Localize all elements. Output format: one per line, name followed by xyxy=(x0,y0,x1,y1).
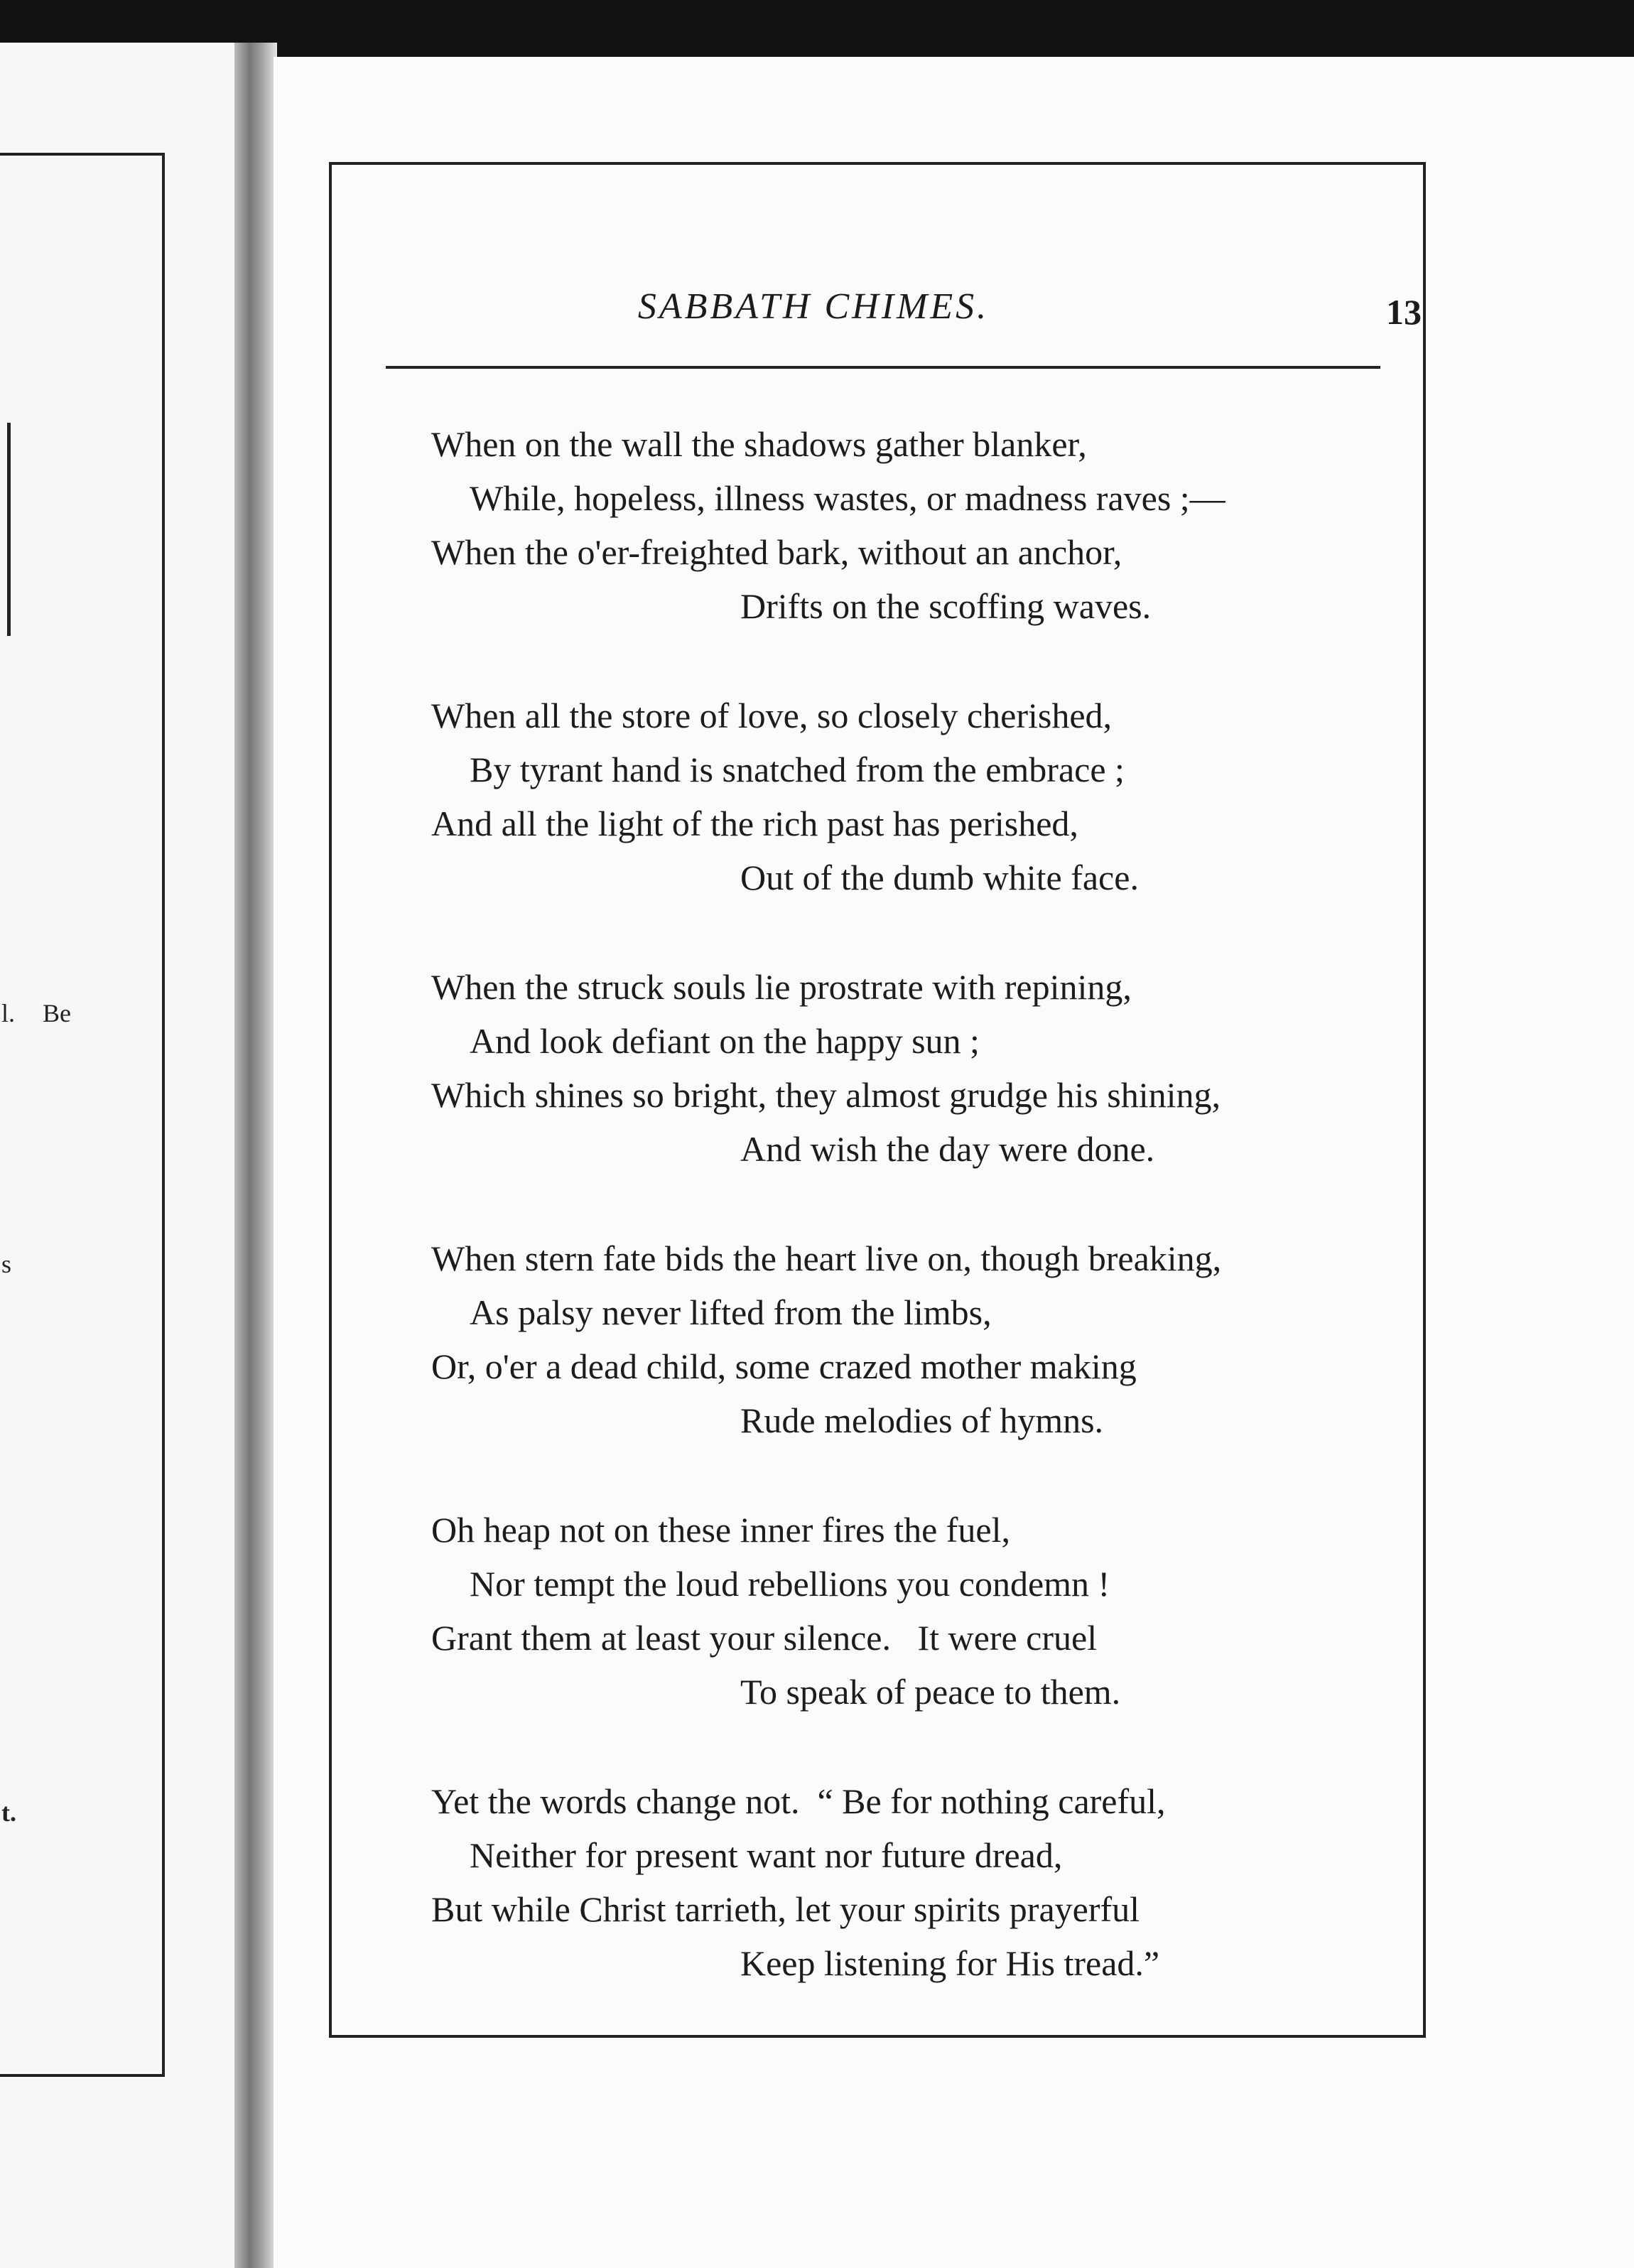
stanza xyxy=(431,688,1412,904)
left-fragment: l. xyxy=(1,999,16,1027)
stanza xyxy=(431,1231,1412,1447)
verse-line: Keep listening for His tread.” xyxy=(740,1943,1160,1983)
verse-line: And all the light of the rich past has perished, xyxy=(431,804,1078,843)
stanza xyxy=(431,1503,1412,1719)
stanza xyxy=(431,960,1412,1176)
verse-line: Nor tempt the loud rebellions you condemn ! xyxy=(470,1564,1110,1604)
verse-line: Rude melodies of hymns. xyxy=(740,1400,1104,1440)
verse-line: To speak of peace to them. xyxy=(740,1672,1121,1712)
verse-line: Neither for present want nor future dread, xyxy=(470,1835,1063,1875)
verse-line: When stern fate bids the heart live on, though breaking, xyxy=(431,1238,1222,1278)
verse-line: When all the store of love, so closely cherished, xyxy=(431,696,1113,735)
page-number: 13 xyxy=(1386,292,1422,332)
verse-line: When the o'er-freighted bark, without an anchor, xyxy=(431,532,1122,572)
left-fragment: s xyxy=(1,1250,12,1278)
left-fragment: t. xyxy=(1,1798,16,1827)
verse-line: But while Christ tarrieth, let your spirits prayerful xyxy=(431,1889,1140,1929)
poem xyxy=(431,417,1412,2046)
running-head-text: SABBATH CHIMES. xyxy=(637,286,990,327)
verse-line: As palsy never lifted from the limbs, xyxy=(470,1292,992,1332)
left-fragment: Be xyxy=(43,999,71,1027)
stanza xyxy=(431,1774,1412,1990)
left-page-frame xyxy=(0,153,165,2077)
verse-line: And wish the day were done. xyxy=(740,1129,1155,1169)
left-page-rule xyxy=(0,423,11,636)
header-rule xyxy=(386,366,1380,369)
stanza xyxy=(431,417,1412,633)
verse-line: By tyrant hand is snatched from the embrace ; xyxy=(470,750,1125,789)
running-head xyxy=(332,286,1429,328)
verse-line: And look defiant on the happy sun ; xyxy=(470,1021,980,1061)
page-frame xyxy=(329,162,1426,2038)
verse-line: Which shines so bright, they almost grudge his shining, xyxy=(431,1075,1221,1115)
verse-line: When on the wall the shadows gather blanker, xyxy=(431,424,1087,464)
verse-line: Drifts on the scoffing waves. xyxy=(740,586,1152,626)
verse-line: Yet the words change not. “ Be for nothing careful, xyxy=(431,1781,1166,1821)
right-page xyxy=(274,57,1634,2268)
verse-line: Grant them at least your silence. It were cruel xyxy=(431,1618,1098,1658)
book-gutter xyxy=(234,43,277,2268)
verse-line: While, hopeless, illness wastes, or madness raves ;— xyxy=(470,478,1226,518)
verse-line: Or, o'er a dead child, some crazed mother making xyxy=(431,1346,1137,1386)
verse-line: Oh heap not on these inner fires the fuel, xyxy=(431,1510,1011,1550)
verse-line: Out of the dumb white face. xyxy=(740,858,1139,897)
verse-line: When the struck souls lie prostrate with repining, xyxy=(431,967,1132,1007)
left-page xyxy=(0,43,234,2268)
